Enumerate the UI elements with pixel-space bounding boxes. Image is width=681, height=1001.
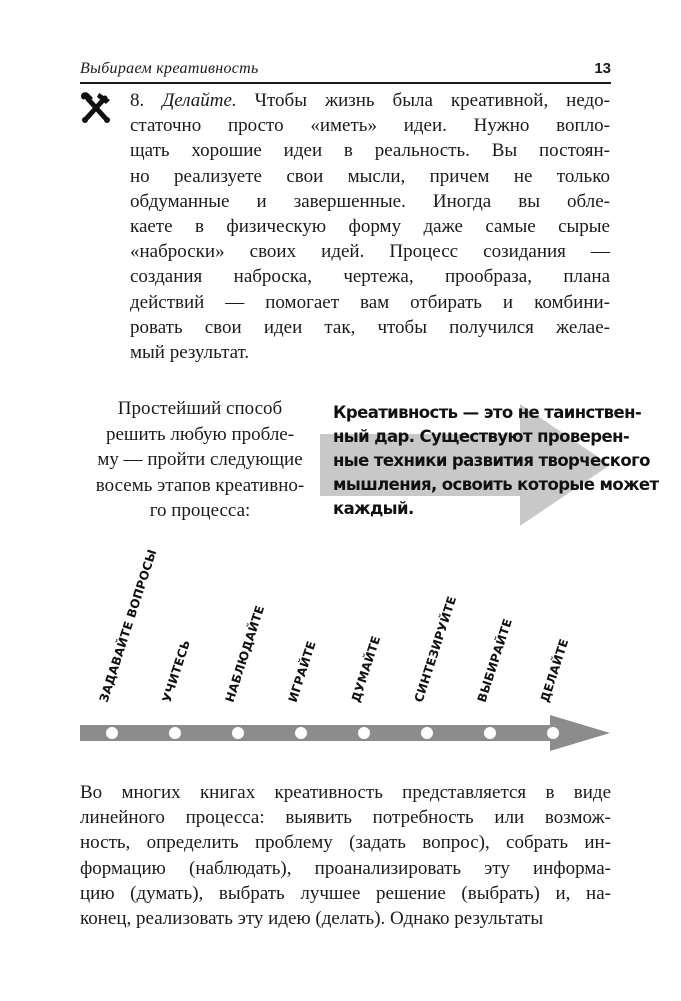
callout-line: каждый. xyxy=(333,499,414,518)
timeline-dot xyxy=(358,727,370,739)
running-header xyxy=(80,58,611,84)
list-number: 8. xyxy=(130,90,145,111)
timeline-dot xyxy=(232,727,244,739)
paragraph-line: го процесса: xyxy=(149,500,251,521)
paragraph-line: линейного процесса: выявить потребность или возмож- xyxy=(80,807,611,829)
timeline-step-label: ДЕЛАЙТЕ xyxy=(537,636,572,704)
callout-line: ные техники развития творческого xyxy=(333,451,650,470)
paragraph-line: решить любую пробле- xyxy=(105,423,295,445)
timeline-dot xyxy=(421,727,433,739)
paragraph-line: восемь этапов креативно- xyxy=(95,474,305,496)
paragraph-line: Простейший способ xyxy=(117,398,283,419)
timeline-step-label: НАБЛЮДАЙТЕ xyxy=(222,603,268,704)
paragraph-line: конец, реализовать эту идею (делать). Однако результаты xyxy=(80,908,544,930)
paragraph-line: создания наброска, чертежа, прообраза, плана xyxy=(130,266,610,288)
tools-icon xyxy=(79,90,113,124)
page-number: 13 xyxy=(594,60,611,77)
timeline-step-label: ДУМАЙТЕ xyxy=(348,634,384,704)
chapter-title: Выбираем креативность xyxy=(80,60,259,77)
paragraph-line: действий — помогает вам отбирать и комбини- xyxy=(130,291,610,313)
paragraph-line: мый результат. xyxy=(130,342,250,364)
timeline-dot xyxy=(547,727,559,739)
paragraph-line: статочно просто «иметь» идеи. Нужно вопло- xyxy=(130,115,610,137)
timeline-step-label: СИНТЕЗИРУЙТЕ xyxy=(411,594,460,704)
step-8-paragraph xyxy=(130,88,610,365)
step-term: Делайте. xyxy=(162,90,237,111)
paragraph-line: му — пройти следующие xyxy=(97,449,303,470)
callout-line: ный дар. Существуют проверен- xyxy=(333,427,630,446)
timeline-step-label: ИГРАЙТЕ xyxy=(285,639,319,704)
paragraph-line: формацию (наблюдать), проанализировать эту информа- xyxy=(80,857,611,879)
paragraph-line: щать хорошие идеи в реальность. Вы постоян- xyxy=(130,140,610,162)
timeline-dot xyxy=(295,727,307,739)
timeline-step-label: УЧИТЕСЬ xyxy=(159,638,194,704)
paragraph-line: «наброски» своих идей. Процесс созидания — xyxy=(130,241,610,263)
header-rule xyxy=(80,82,611,84)
closing-paragraph xyxy=(80,780,611,931)
paragraph-line: но реализуете свои мысли, причем не только xyxy=(130,165,610,187)
callout-box xyxy=(333,401,659,521)
timeline-dot xyxy=(484,727,496,739)
paragraph-line: 8. Делайте. Чтобы жизнь была креативной, недо- xyxy=(130,90,611,111)
creative-process-timeline xyxy=(70,547,615,760)
callout-line: мышления, освоить которые может xyxy=(333,475,659,494)
paragraph-line: каете в физическую форму даже самые сырые xyxy=(130,216,610,238)
callout-line: Креативность — это не таинствен- xyxy=(333,403,642,422)
timeline-dot xyxy=(106,727,118,739)
paragraph-line: ность, определить проблему (задать вопрос), собрать ин- xyxy=(80,832,611,854)
timeline-step-label: ЗАДАВАЙТЕ ВОПРОСЫ xyxy=(96,547,160,704)
paragraph-line: цию (думать), выбрать лучшее решение (выбрать) и, на- xyxy=(80,882,611,904)
timeline-arrow xyxy=(70,560,615,760)
intro-steps-text xyxy=(80,396,320,524)
paragraph-line: Во многих книгах креативность представляется в виде xyxy=(80,782,611,803)
timeline-step-label: ВЫБИРАЙТЕ xyxy=(474,616,515,704)
paragraph-line: ровать свои идеи так, чтобы получился желае- xyxy=(130,316,610,338)
paragraph-line: обдуманные и завершенные. Иногда вы обле- xyxy=(130,190,610,212)
timeline-dot xyxy=(169,727,181,739)
